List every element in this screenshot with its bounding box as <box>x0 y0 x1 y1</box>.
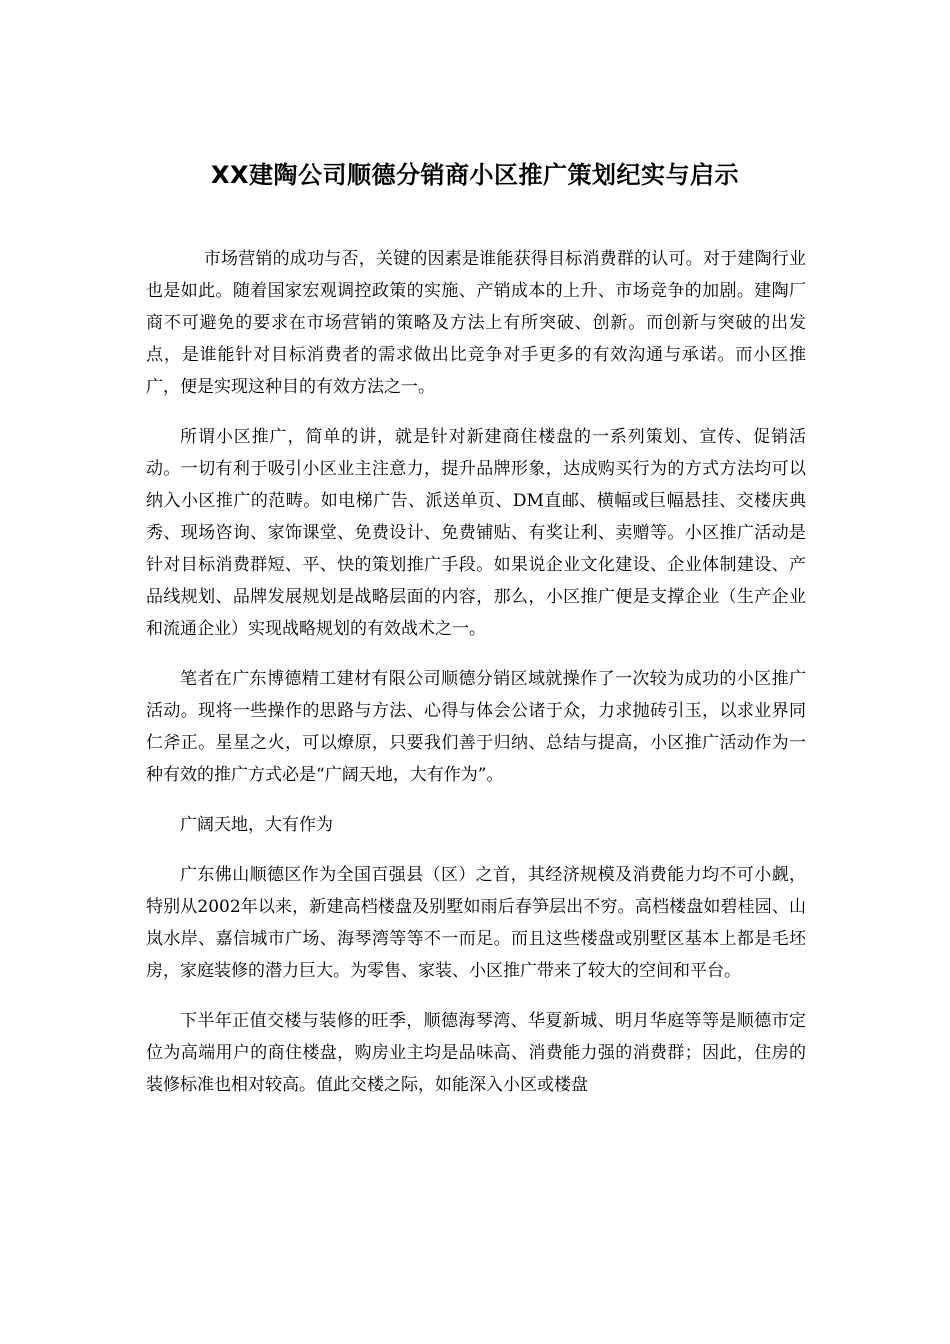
document-title: XX建陶公司顺德分销商小区推广策划纪实与启示 <box>210 161 739 189</box>
paragraph-intro: 市场营销的成功与否，关键的因素是谁能获得目标消费群的认可。对于建陶行业也是如此。随着国家宏观调控政策的实施、产销成本的上升、市场竞争的加剧。建陶厂商不可避免的要求在市场营销的策略及方法上有所突破、创新。而创新与突破的出发点，是谁能针对目标消费者的需求做出比竞争对手更多的有效沟通与承诺。而小区推广，便是实现这种目的有效方法之一。 <box>146 249 806 397</box>
document-body <box>146 243 806 1119</box>
paragraph-peak-season: 下半年正值交楼与装修的旺季，顺德海琴湾、华夏新城、明月华庭等等是顺德市定位为高端用户的商住楼盘，购房业主均是品味高、消费能力强的消费群；因此，住房的装修标准也相对较高。值此交楼之际，如能深入小区或楼盘 <box>146 1011 806 1095</box>
paragraph-author-case: 笔者在广东博德精工建材有限公司顺德分销区域就操作了一次较为成功的小区推广活动。现将一些操作的思路与方法、心得与体会公诸于众，力求抛砖引玉，以求业界同仁斧正。星星之火，可以燎原，只要我们善于归纳、总结与提高，小区推广活动作为一种有效的推广方式必是“广阔天地，大有作为”。 <box>146 669 806 785</box>
paragraph-shunde-market: 广东佛山顺德区作为全国百强县（区）之首，其经济规模及消费能力均不可小觑，特别从2002年以来，新建高档楼盘及别墅如雨后春笋层出不穷。高档楼盘如碧桂园、山岚水岸、嘉信城市广场、海琴湾等等不一而足。而且这些楼盘或别墅区基本上都是毛坯房，家庭装修的潜力巨大。为零售、家装、小区推广带来了较大的空间和平台。 <box>146 865 806 981</box>
section-heading: 广阔天地，大有作为 <box>180 815 333 835</box>
paragraph-definition: 所谓小区推广，简单的讲，就是针对新建商住楼盘的一系列策划、宣传、促销活动。一切有利于吸引小区业主注意力，提升品牌形象，达成购买行为的方式方法均可以纳入小区推广的范畴。如电梯广告、派送单页、DM直邮、横幅或巨幅悬挂、交楼庆典秀、现场咨询、家饰课堂、免费设计、免费铺贴、有奖让利、卖赠等。小区推广活动是针对目标消费群短、平、快的策划推广手段。如果说企业文化建设、企业体制建设、产品线规划、品牌发展规划是战略层面的内容，那么，小区推广便是支撑企业（生产企业和流通企业）实现战略规划的有效战术之一。 <box>146 427 806 639</box>
